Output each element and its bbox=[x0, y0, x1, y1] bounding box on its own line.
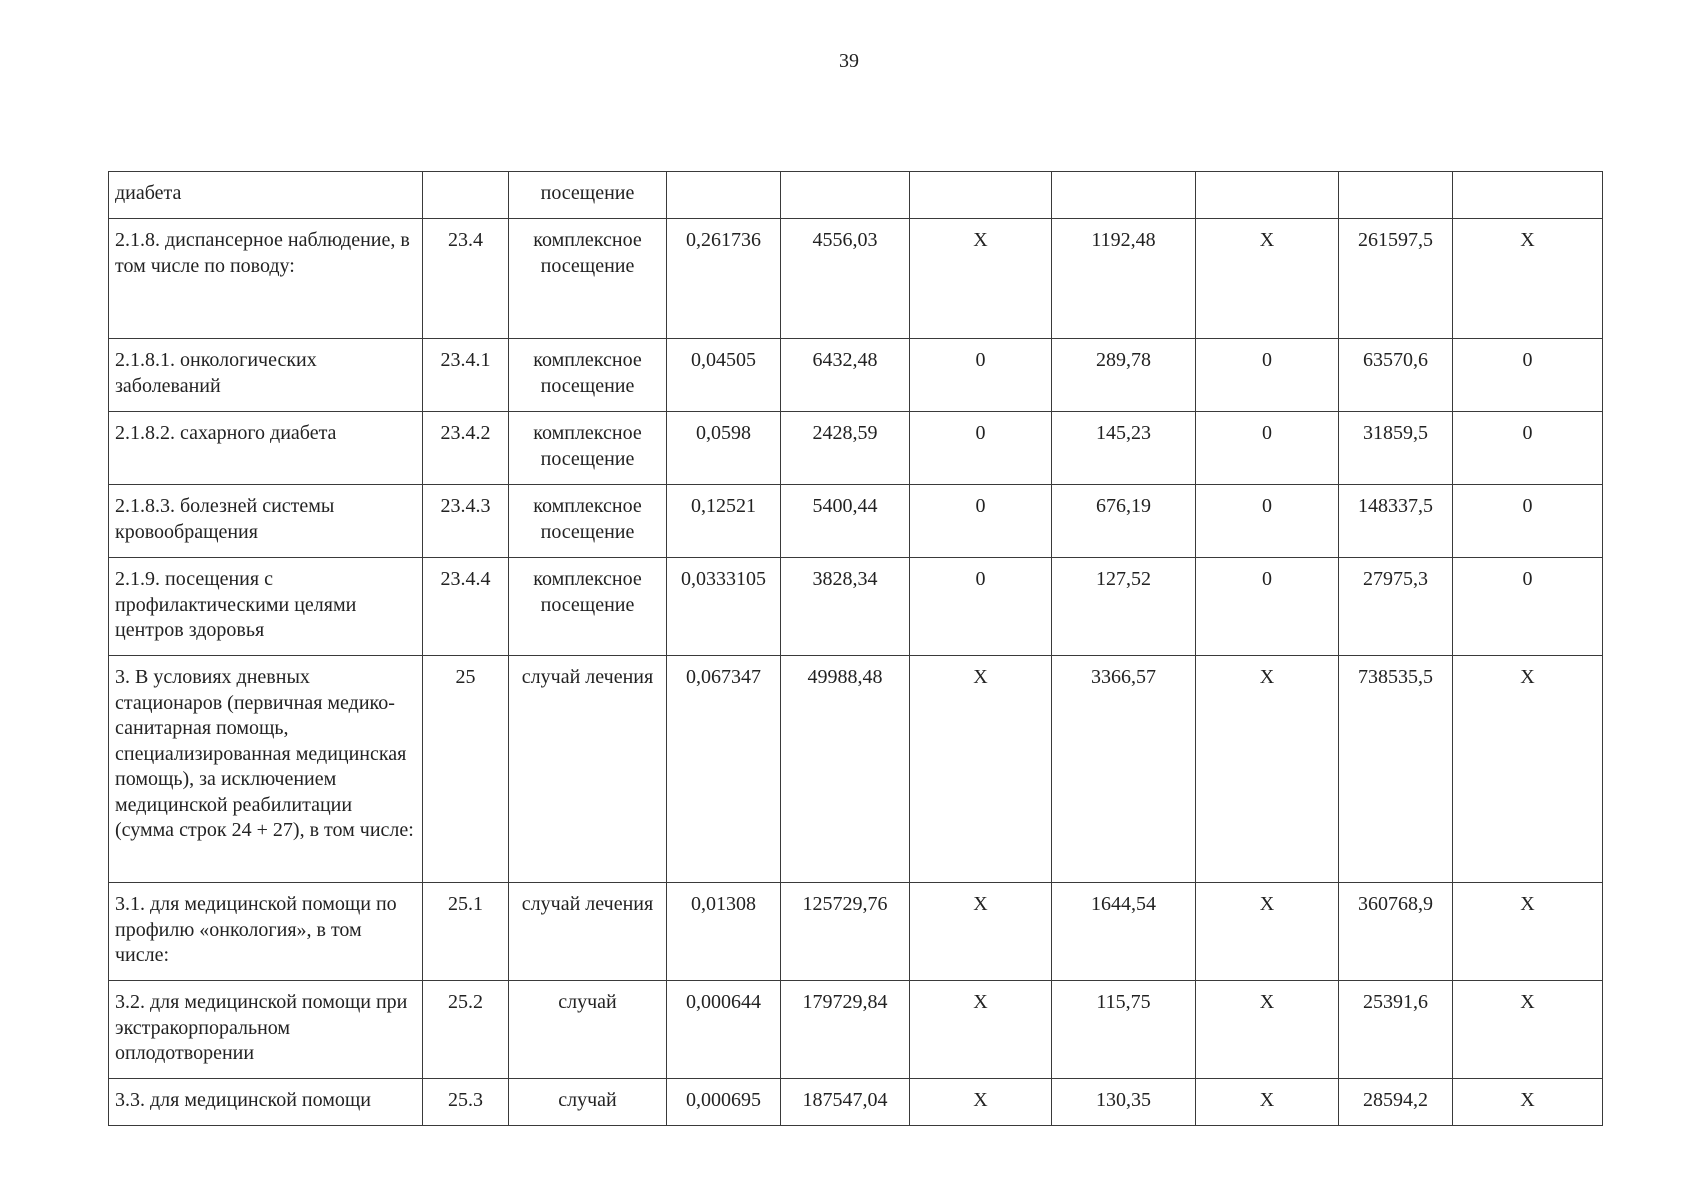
data-table bbox=[108, 171, 1603, 1126]
cell-cost: 125729,76 bbox=[781, 883, 910, 981]
cell-code: 25.2 bbox=[423, 981, 509, 1079]
cell-cost: 3828,34 bbox=[781, 558, 910, 656]
cell-value: 0 bbox=[1453, 339, 1603, 412]
cell-value: 0 bbox=[910, 485, 1052, 558]
cell-value: 0 bbox=[1453, 485, 1603, 558]
cell-value: Х bbox=[1196, 219, 1339, 339]
cell-cost: 179729,84 bbox=[781, 981, 910, 1079]
cell-name: 2.1.9. посещения с профилактическими целями центров здоровья bbox=[109, 558, 423, 656]
cell-norm: 0,0598 bbox=[667, 412, 781, 485]
cell-norm: 0,04505 bbox=[667, 339, 781, 412]
cell-value: 25391,6 bbox=[1339, 981, 1453, 1079]
cell-cost: 4556,03 bbox=[781, 219, 910, 339]
cell-value: Х bbox=[910, 981, 1052, 1079]
cell-value: Х bbox=[1196, 656, 1339, 883]
cell-code: 23.4.1 bbox=[423, 339, 509, 412]
table-row bbox=[109, 1079, 1603, 1126]
cell-value: Х bbox=[1196, 883, 1339, 981]
cell-value: 148337,5 bbox=[1339, 485, 1453, 558]
cell-code: 25 bbox=[423, 656, 509, 883]
cell-value: Х bbox=[910, 883, 1052, 981]
cell-value: 0 bbox=[1196, 485, 1339, 558]
cell-value: Х bbox=[1196, 1079, 1339, 1126]
cell-norm: 0,12521 bbox=[667, 485, 781, 558]
cell-norm: 0,000695 bbox=[667, 1079, 781, 1126]
cell-value: 28594,2 bbox=[1339, 1079, 1453, 1126]
cell-unit: комплексное посещение bbox=[509, 485, 667, 558]
cell-norm: 0,000644 bbox=[667, 981, 781, 1079]
cell-value: 0 bbox=[1196, 558, 1339, 656]
table-row bbox=[109, 883, 1603, 981]
cell-value: Х bbox=[910, 656, 1052, 883]
cell-value: 0 bbox=[1196, 339, 1339, 412]
cell-value: Х bbox=[1453, 1079, 1603, 1126]
cell-norm: 0,01308 bbox=[667, 883, 781, 981]
cell-name: 2.1.8.1. онкологических заболеваний bbox=[109, 339, 423, 412]
cell-name: 3.3. для медицинской помощи bbox=[109, 1079, 423, 1126]
cell-value: 63570,6 bbox=[1339, 339, 1453, 412]
cell-name: 2.1.8.3. болезней системы кровообращения bbox=[109, 485, 423, 558]
cell-value bbox=[1339, 172, 1453, 219]
cell-code: 25.3 bbox=[423, 1079, 509, 1126]
cell-value: 1192,48 bbox=[1052, 219, 1196, 339]
cell-cost: 5400,44 bbox=[781, 485, 910, 558]
cell-value: 31859,5 bbox=[1339, 412, 1453, 485]
table-row bbox=[109, 172, 1603, 219]
cell-value: 127,52 bbox=[1052, 558, 1196, 656]
cell-name: 2.1.8.2. сахарного диабета bbox=[109, 412, 423, 485]
table-row bbox=[109, 485, 1603, 558]
cell-name: 3.1. для медицинской помощи по профилю «онкология», в том числе: bbox=[109, 883, 423, 981]
cell-value: 0 bbox=[910, 412, 1052, 485]
cell-value: 115,75 bbox=[1052, 981, 1196, 1079]
cell-value: 27975,3 bbox=[1339, 558, 1453, 656]
cell-unit: комплексное посещение bbox=[509, 219, 667, 339]
cell-code: 23.4 bbox=[423, 219, 509, 339]
cell-value: 360768,9 bbox=[1339, 883, 1453, 981]
cell-unit: комплексное посещение bbox=[509, 339, 667, 412]
cell-value bbox=[1052, 172, 1196, 219]
page-number: 39 bbox=[839, 50, 859, 72]
table-row bbox=[109, 558, 1603, 656]
cell-norm: 0,0333105 bbox=[667, 558, 781, 656]
cell-value: Х bbox=[1196, 981, 1339, 1079]
cell-code: 23.4.2 bbox=[423, 412, 509, 485]
cell-value: 0 bbox=[910, 339, 1052, 412]
cell-norm bbox=[667, 172, 781, 219]
cell-value: Х bbox=[910, 219, 1052, 339]
table-row bbox=[109, 339, 1603, 412]
cell-unit: случай лечения bbox=[509, 656, 667, 883]
cell-value bbox=[1196, 172, 1339, 219]
cell-value: 130,35 bbox=[1052, 1079, 1196, 1126]
cell-name: 3. В условиях дневных стационаров (первичная медико-санитарная помощь, специализированная медицинская помощь), за исключением медицинской реабилитации (сумма строк 24 + 27), в том числе: bbox=[109, 656, 423, 883]
cell-unit: комплексное посещение bbox=[509, 412, 667, 485]
cell-code: 25.1 bbox=[423, 883, 509, 981]
cell-unit: посещение bbox=[509, 172, 667, 219]
cell-value: 261597,5 bbox=[1339, 219, 1453, 339]
cell-cost bbox=[781, 172, 910, 219]
cell-value: Х bbox=[1453, 219, 1603, 339]
cell-value: 289,78 bbox=[1052, 339, 1196, 412]
cell-cost: 49988,48 bbox=[781, 656, 910, 883]
cell-value: 0 bbox=[1196, 412, 1339, 485]
cell-value: Х bbox=[1453, 656, 1603, 883]
cell-cost: 6432,48 bbox=[781, 339, 910, 412]
cell-code: 23.4.3 bbox=[423, 485, 509, 558]
cell-code bbox=[423, 172, 509, 219]
cell-unit: комплексное посещение bbox=[509, 558, 667, 656]
cell-value: 0 bbox=[910, 558, 1052, 656]
cell-value: Х bbox=[910, 1079, 1052, 1126]
cell-norm: 0,261736 bbox=[667, 219, 781, 339]
cell-cost: 2428,59 bbox=[781, 412, 910, 485]
cell-unit: случай лечения bbox=[509, 883, 667, 981]
cell-cost: 187547,04 bbox=[781, 1079, 910, 1126]
cell-value: 3366,57 bbox=[1052, 656, 1196, 883]
cell-value: Х bbox=[1453, 883, 1603, 981]
cell-value: 0 bbox=[1453, 412, 1603, 485]
cell-unit: случай bbox=[509, 981, 667, 1079]
cell-name: 2.1.8. диспансерное наблюдение, в том числе по поводу: bbox=[109, 219, 423, 339]
cell-value: 676,19 bbox=[1052, 485, 1196, 558]
cell-unit: случай bbox=[509, 1079, 667, 1126]
table-row bbox=[109, 981, 1603, 1079]
cell-value: 145,23 bbox=[1052, 412, 1196, 485]
cell-norm: 0,067347 bbox=[667, 656, 781, 883]
cell-value: 0 bbox=[1453, 558, 1603, 656]
cell-value bbox=[1453, 172, 1603, 219]
table-row bbox=[109, 412, 1603, 485]
table-row bbox=[109, 656, 1603, 883]
table-row bbox=[109, 219, 1603, 339]
cell-value: 738535,5 bbox=[1339, 656, 1453, 883]
cell-name: диабета bbox=[109, 172, 423, 219]
cell-value: Х bbox=[1453, 981, 1603, 1079]
cell-name: 3.2. для медицинской помощи при экстракорпоральном оплодотворении bbox=[109, 981, 423, 1079]
cell-code: 23.4.4 bbox=[423, 558, 509, 656]
cell-value: 1644,54 bbox=[1052, 883, 1196, 981]
cell-value bbox=[910, 172, 1052, 219]
